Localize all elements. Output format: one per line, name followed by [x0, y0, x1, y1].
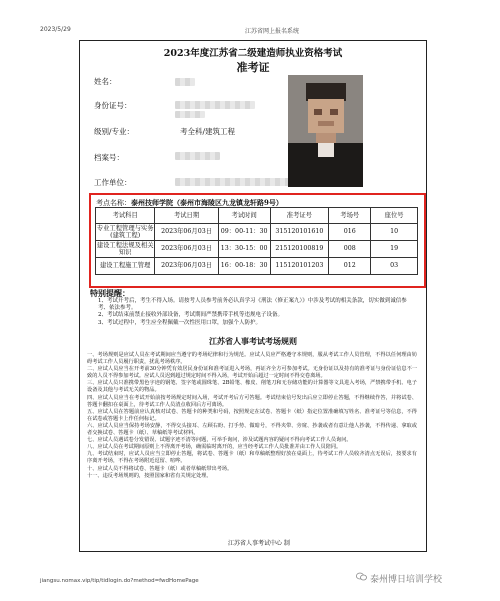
- print-date: 2023/5/29: [40, 26, 71, 33]
- document-subtitle: 准考证: [236, 61, 270, 74]
- field-employer-label: 工作单位：: [94, 178, 132, 187]
- rule-item: 五、应试人员在答题前应认真核对试卷、答题卡的种类和号码，按照规定在试卷、答题卡（纸）指定位置准确填写姓名、准考证号等信息，不得在试卷或答题卡上作任何标记。: [87, 408, 417, 422]
- tip-item: 3、考试过程中，考生应全程佩戴一次性医用口罩，加强个人防护。: [98, 319, 262, 326]
- table-row: [96, 258, 418, 275]
- id-redacted: [175, 101, 255, 109]
- table-header: 考试时间: [218, 208, 270, 224]
- name-redacted: [175, 78, 195, 86]
- rules-title: 江苏省人事考试考场规则: [209, 336, 297, 346]
- id-redacted-2: [175, 111, 205, 118]
- table-cell: 建设工程施工管理: [96, 258, 155, 275]
- print-site-name: 江苏省网上报名系统: [245, 28, 300, 35]
- table-header: 座位号: [371, 208, 418, 224]
- field-id-label: 身份证号：: [94, 101, 132, 110]
- rule-item: 四、应试人员应当在考试开始前按考场规定时间入场，考试开考后方可答题。考试结束信号发出后应立即停止答题，不得继续作答，并将试卷、答题卡翻扣在桌面上，待考试工作人员清点收回后方可离场。: [87, 394, 417, 408]
- table-cell: 16：00-18：30: [218, 258, 270, 275]
- table-cell: 2023年06月03日: [155, 258, 218, 275]
- rule-item: 九、考试结束时，应试人员应当立即停止答题，将试卷、答题卡（纸）和草稿纸整理好放在桌面上，待考试工作人员收齐清点无误后，按要求有序离开考场，不得在考场附近逗留、喧哗。: [87, 451, 417, 465]
- table-cell: 2023年06月03日: [155, 241, 218, 258]
- rule-item: 十、应试人员不得将试卷、答题卡（纸）或者草稿纸带出考场。: [87, 465, 233, 472]
- exam-site-label: 考点名称：: [96, 199, 131, 207]
- table-cell: 2023年06月03日: [155, 224, 218, 241]
- table-cell: 008: [329, 241, 371, 258]
- table-cell: 016: [329, 224, 371, 241]
- exam-site-value: 泰州技师学院（泰州市海陵区九龙镇龙轩路9号）: [131, 198, 283, 207]
- tip-item: 2、考试结束前禁止接收外部设备，考试期间严禁携带手机等违规电子设备。: [98, 312, 284, 319]
- table-cell: 115120101203: [270, 258, 329, 275]
- watermark: 泰州博日培训学校: [370, 575, 443, 585]
- table-header: 考试日期: [155, 208, 218, 224]
- candidate-photo: [288, 75, 363, 187]
- table-header: 准考证号: [270, 208, 329, 224]
- tip-item: 1、考试开考后，考生不得入场。请按考人员参考前务必认真学习《刑法（修正案九）》中涉及考试的相关条款，切实做到诚信参考、依法参考。: [98, 298, 407, 312]
- field-name-label: 姓名：: [94, 77, 117, 86]
- rule-item: 七、应试人员遇试卷分发错误、试题字迹不清等问题，可举手询问，涉及试题内容的疑问不得向考试工作人员询问。: [87, 437, 352, 444]
- table-header-row: [96, 208, 418, 224]
- rules-list: [87, 352, 417, 480]
- tips-list: [98, 298, 414, 327]
- table-row: [96, 241, 418, 258]
- rule-item: 一、考场规则是应试人员在考试期间应当遵守的考场纪律和行为规范。应试人员应严格遵守本规则，服从考试工作人员管理，不得以任何理由妨碍考试工作人员履行职责，扰乱考场秩序。: [87, 352, 417, 366]
- employer-redacted: [175, 178, 305, 186]
- table-row: [96, 224, 418, 241]
- table-header: 考场号: [329, 208, 371, 224]
- rule-item: 六、应试人员应当保持考场安静，不得交头接耳、左顾右盼、打手势、做暗号，不得夹带、旁窥、抄袭或者有意让他人抄袭，不得传递、拿取或者交换试卷、答题卡（纸）、草稿纸等考试材料。: [87, 422, 417, 437]
- table-cell: 10: [371, 224, 418, 241]
- file-redacted: [175, 152, 220, 160]
- rule-item: 八、应试人员在考试期间原则上不得离开考场，确需临时离开的，应当经考试工作人员批准并由工作人员陪同。: [87, 444, 342, 451]
- wechat-icon: [356, 572, 367, 581]
- table-cell: 19: [371, 241, 418, 258]
- table-cell: 215120100819: [270, 241, 329, 258]
- rule-item: 十一、违反考场规则的，按照国家和省有关规定处理。: [87, 472, 212, 479]
- field-level-value: 考全科/建筑工程: [180, 127, 236, 136]
- table-header: 考试科目: [96, 208, 155, 224]
- table-cell: 09：00-11：30: [218, 224, 270, 241]
- rule-item: 二、应试人员应当在开考前30分钟凭有效居民身份证和准考证进入考场，再证齐全方可参加考试。无身份证以及持有的准考证与身份证信息不一致的人员不得参加考试。应试人员迟到超过规定时间不得入场，考试开始后超过一定时间不得交卷离场。: [87, 366, 417, 380]
- table-cell: 专业工程管理与实务(建筑工程): [96, 224, 154, 239]
- rule-item: 三、应试人员只准携带黑色字迹的钢笔、签字笔或圆珠笔、2B铅笔、橡皮、削笔刀和无存储功能的计算器等文具进入考场，严禁携带手机、电子设备及其他与考试无关的物品。: [87, 380, 417, 394]
- exam-schedule-table: [95, 207, 418, 275]
- tips-title: 特别提醒：: [90, 288, 130, 298]
- table-cell: 315120101610: [270, 224, 329, 241]
- page-url: jiangsu.nomax.vip/tip/tidlogin.do?method=fwdHomePage: [40, 578, 199, 584]
- field-level-label: 级别/专业：: [94, 127, 135, 136]
- issuer-signature: 江苏省人事考试中心 制: [228, 540, 290, 547]
- document-title: 2023年度江苏省二级建造师执业资格考试: [163, 48, 343, 59]
- table-cell: 012: [329, 258, 371, 275]
- table-cell: 03: [371, 258, 418, 275]
- table-cell: 13：30-15：00: [218, 241, 270, 258]
- table-cell: 建设工程法规及相关知识: [96, 241, 154, 256]
- field-file-label: 档案号：: [94, 153, 124, 162]
